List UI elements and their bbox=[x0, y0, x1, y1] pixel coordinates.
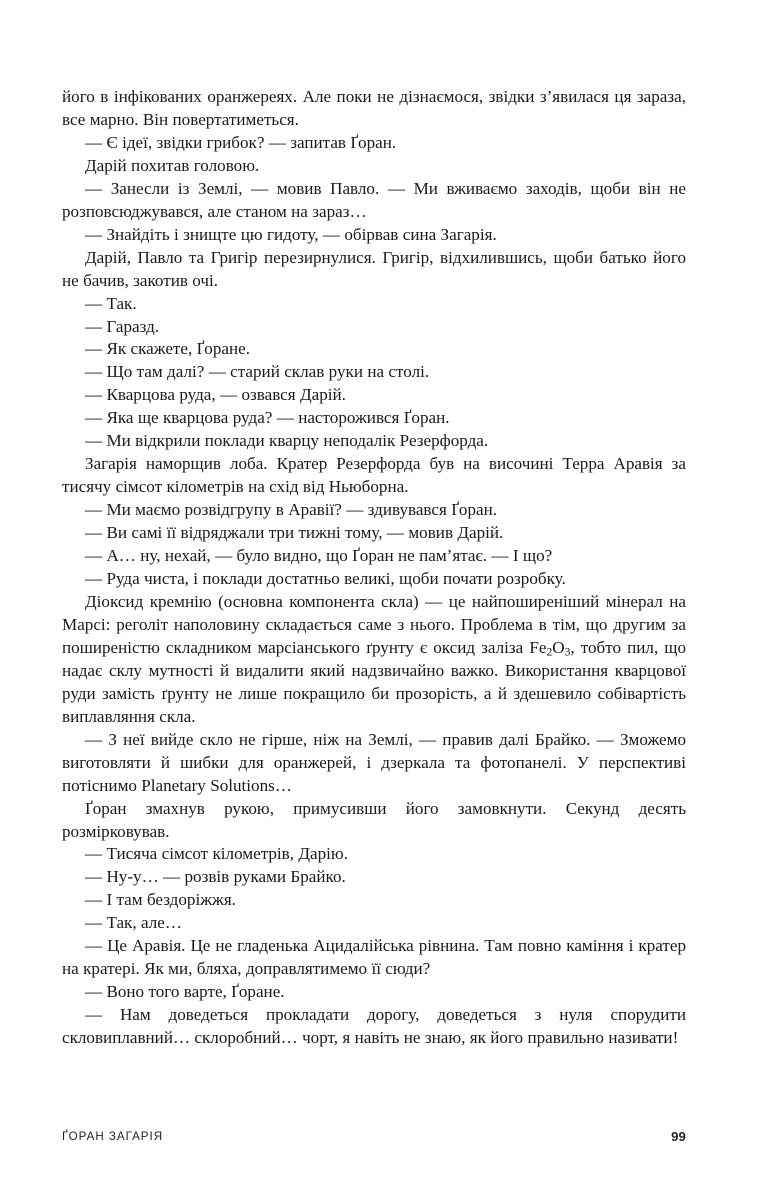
paragraph-dialogue: — Це Аравія. Це не гладенька Ацидалійська рівнина. Там повно каміння і кратер на кратері. Як ми, бляха, доправлятимемо її сюди? bbox=[62, 936, 686, 979]
paragraph-dialogue: — Ми відкрили поклади кварцу неподалік Резерфорда. bbox=[85, 431, 489, 451]
page-text-block bbox=[62, 86, 686, 1050]
paragraph-dialogue: — Воно того варте, Ґоране. bbox=[85, 982, 285, 1002]
paragraph-dialogue: — Яка ще кварцова руда? — насторожився Ґоран. bbox=[85, 408, 450, 428]
formula-subscript-3: 3 bbox=[564, 645, 571, 659]
paragraph-continuation: його в інфікованих оранжереях. Але поки не дізнаємося, звідки з’явилася ця зараза, все марно. Він повертатиметься. bbox=[62, 87, 686, 129]
paragraph-dialogue: — Гаразд. bbox=[85, 316, 160, 336]
brand-name-planetary-solutions: Planetary Solutions bbox=[141, 775, 275, 795]
paragraph-dialogue: — Так. bbox=[85, 293, 137, 313]
paragraph-dialogue: — Ну-у… — розвів руками Брайко. bbox=[85, 867, 346, 887]
paragraph-dialogue: — Є ідеї, звідки грибок? — запитав Ґоран. bbox=[85, 132, 397, 152]
paragraph-dialogue-with-brand bbox=[62, 729, 686, 798]
formula-text-before: Діоксид кремнію (основна компонента скла) — це найпоширеніший мінерал на Марсі: реголіт наполовину складається саме з нього. Проблема в тім, що другим за поширеністю складником марсіанського ґрунту є оксид заліза Fe bbox=[62, 591, 686, 657]
page-footer bbox=[62, 1126, 686, 1146]
paragraph-narrative: Дарій похитав головою. bbox=[85, 155, 260, 175]
page-number: 99 bbox=[671, 1128, 686, 1144]
paragraph-dialogue: — Ви самі її відряджали три тижні тому, — мовив Дарій. bbox=[85, 523, 504, 543]
formula-element-oxygen: O bbox=[552, 637, 565, 657]
paragraph-dialogue: — Знайдіть і знищте цю гидоту, — обірвав сина Загарія. bbox=[85, 224, 497, 244]
paragraph-dialogue: — Так, але… bbox=[85, 913, 182, 933]
paragraph-dialogue: — Тисяча сімсот кілометрів, Дарію. bbox=[85, 844, 348, 864]
formula-subscript-2: 2 bbox=[546, 645, 553, 659]
dialogue-text-part-1: — З неї вийде скло не гірше, ніж на Землі, — правив далі Брайко. — Зможемо виготовляти й шибки для оранжерей, і дзеркала та фотопанелі. У перспективі потіснимо bbox=[62, 729, 686, 795]
paragraph-narrative: Дарій, Павло та Григір перезирнулися. Григір, відхилившись, щоби батько його не бачив, закотив очі. bbox=[62, 247, 686, 290]
paragraph-dialogue: — Ми маємо розвідгрупу в Аравії? — здивувався Ґоран. bbox=[85, 500, 498, 520]
formula-text-after: , тобто пил, що надає склу мутності й видалити який надзвичайно важко. Використання кварцової руди замість ґрунту не лише покращило би прозорість, а й здешевило собівартість виплавляння скла. bbox=[62, 637, 686, 726]
dialogue-text-part-2: … bbox=[274, 775, 292, 795]
paragraph-dialogue: — А… ну, нехай, — було видно, що Ґоран не пам’ятає. — І що? bbox=[85, 546, 553, 566]
paragraph-dialogue: — І там бездоріжжя. bbox=[85, 890, 236, 910]
paragraph-dialogue: — Нам доведеться прокладати дорогу, доведеться з нуля спорудити скловиплавний… склоробний… чорт, я навіть не знаю, як його правильно називати! bbox=[62, 1005, 686, 1048]
running-head: ҐОРАН ЗАГАРІЯ bbox=[62, 1129, 164, 1143]
paragraph-narrative-with-formula bbox=[62, 591, 686, 729]
paragraph-narrative: Загарія наморщив лоба. Кратер Резерфорда був на височині Терра Аравія за тисячу сімсот кілометрів на схід від Ньюборна. bbox=[62, 454, 686, 497]
paragraph-dialogue: — Кварцова руда, — озвався Дарій. bbox=[85, 385, 346, 405]
paragraph-narrative: Ґоран змахнув рукою, примусивши його замовкнути. Секунд десять розмірковував. bbox=[62, 798, 686, 841]
paragraph-dialogue: — Як скажете, Ґоране. bbox=[85, 339, 250, 359]
paragraph-dialogue: — Занесли із Землі, — мовив Павло. — Ми вживаємо заходів, щоби він не розповсюджувався, але станом на зараз… bbox=[62, 178, 686, 221]
paragraph-dialogue: — Руда чиста, і поклади достатньо великі, щоби почати розробку. bbox=[85, 569, 566, 589]
paragraph-dialogue: — Що там далі? — старий склав руки на столі. bbox=[85, 362, 430, 382]
